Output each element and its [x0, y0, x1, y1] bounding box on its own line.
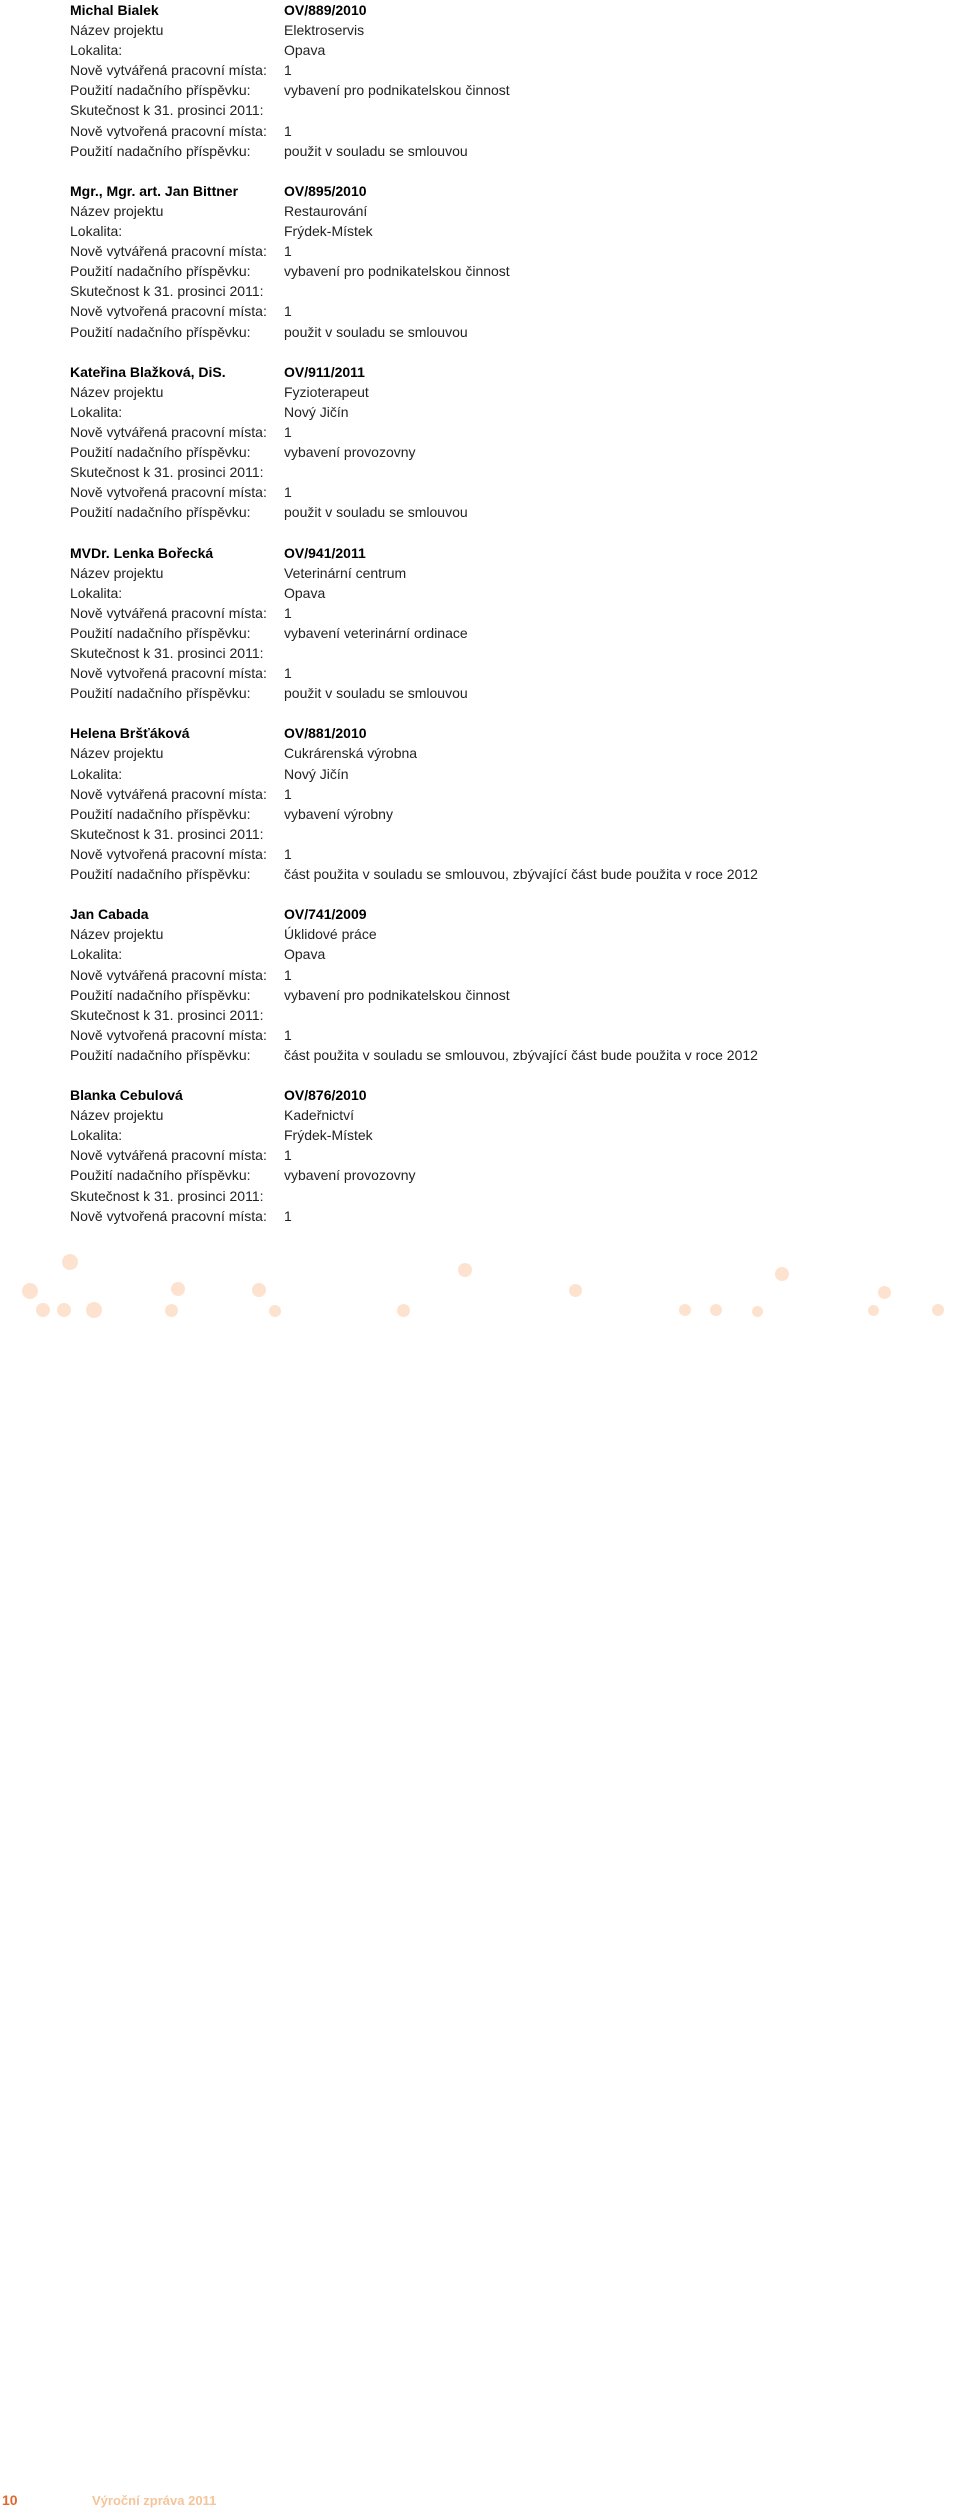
field-value: 1	[284, 122, 292, 139]
field-value: Nový Jičín	[284, 403, 349, 420]
field-label: Lokalita:	[70, 42, 123, 59]
field-label: Použití nadačního příspěvku:	[70, 1046, 251, 1063]
field-row	[70, 844, 950, 864]
applicant-name: Helena Bršťáková	[70, 725, 190, 742]
field-value: část použita v souladu se smlouvou, zbývající část bude použita v roce 2012	[284, 1046, 758, 1063]
project-entry	[70, 1085, 950, 1226]
field-label: Použití nadačního příspěvku:	[70, 805, 251, 822]
project-code: OV/911/2011	[284, 363, 365, 380]
field-row	[70, 663, 950, 683]
project-code: OV/876/2010	[284, 1087, 367, 1104]
field-row	[70, 603, 950, 623]
field-row	[70, 141, 950, 161]
field-row	[70, 1045, 950, 1065]
decorative-dot	[679, 1304, 691, 1316]
field-value: Frýdek-Místek	[284, 223, 373, 240]
entry-header	[70, 904, 950, 924]
field-row	[70, 301, 950, 321]
field-row	[70, 824, 950, 844]
entry-header	[70, 362, 950, 382]
field-row	[70, 1145, 950, 1165]
project-code: OV/741/2009	[284, 906, 367, 923]
field-value: vybavení provozovny	[284, 1167, 416, 1184]
field-label: Název projektu	[70, 22, 164, 39]
field-label: Skutečnost k 31. prosinci 2011:	[70, 645, 264, 661]
field-row	[70, 221, 950, 241]
decorative-dot	[171, 1282, 185, 1296]
decorative-dot	[252, 1283, 266, 1297]
field-value: 1	[284, 785, 292, 802]
field-row	[70, 1125, 950, 1145]
field-label: Skutečnost k 31. prosinci 2011:	[70, 464, 264, 481]
field-label: Nově vytvářená pracovní místa:	[70, 243, 267, 260]
field-label: Skutečnost k 31. prosinci 2011:	[70, 1187, 264, 1204]
field-label: Použití nadačního příspěvku:	[70, 82, 251, 99]
decorative-dot	[57, 1303, 71, 1317]
entry-header	[70, 543, 950, 563]
field-row	[70, 482, 950, 502]
project-entry	[70, 0, 950, 161]
field-label: Název projektu	[70, 202, 164, 219]
field-value: vybavení provozovny	[284, 444, 416, 461]
field-row	[70, 60, 950, 80]
field-label: Nově vytvářená pracovní místa:	[70, 785, 267, 802]
decorative-dot	[397, 1304, 410, 1317]
field-value: 1	[284, 1147, 292, 1164]
field-label: Použití nadačního příspěvku:	[70, 444, 251, 461]
entry-header	[70, 181, 950, 201]
field-row	[70, 20, 950, 40]
field-label: Nově vytvořená pracovní místa:	[70, 845, 267, 862]
field-label: Nově vytvořená pracovní místa:	[70, 122, 267, 139]
field-row	[70, 402, 950, 422]
field-row	[70, 502, 950, 522]
decorative-dot	[878, 1286, 891, 1299]
field-label: Lokalita:	[70, 1127, 123, 1144]
field-value: Opava	[284, 42, 326, 59]
project-entry	[70, 723, 950, 884]
decorative-dot	[868, 1305, 879, 1316]
field-row	[70, 1186, 950, 1206]
project-code: OV/941/2011	[284, 544, 366, 561]
entry-header	[70, 723, 950, 743]
field-value: 1	[284, 62, 292, 79]
field-label: Nově vytvořená pracovní místa:	[70, 303, 267, 320]
project-entry	[70, 181, 950, 342]
project-entry	[70, 543, 950, 704]
field-row	[70, 743, 950, 763]
field-label: Použití nadačního příspěvku:	[70, 685, 251, 702]
field-value: použit v souladu se smlouvou	[284, 685, 468, 702]
field-row	[70, 1165, 950, 1185]
field-label: Nově vytvořená pracovní místa:	[70, 665, 267, 682]
field-label: Nově vytvořená pracovní místa:	[70, 1026, 267, 1043]
field-row	[70, 422, 950, 442]
field-row	[70, 1005, 950, 1025]
field-label: Použití nadačního příspěvku:	[70, 866, 251, 883]
project-entry	[70, 362, 950, 523]
field-label: Nově vytvářená pracovní místa:	[70, 604, 267, 621]
field-value: Opava	[284, 946, 326, 963]
field-value: 1	[284, 966, 292, 983]
field-value: Restaurování	[284, 202, 368, 219]
field-label: Nově vytvářená pracovní místa:	[70, 1147, 267, 1164]
field-value: Úklidové práce	[284, 926, 377, 943]
field-label: Skutečnost k 31. prosinci 2011:	[70, 825, 264, 842]
field-row	[70, 965, 950, 985]
field-label: Nově vytvářená pracovní místa:	[70, 966, 267, 983]
field-row	[70, 442, 950, 462]
decorative-dot	[458, 1263, 472, 1277]
field-value: vybavení výrobny	[284, 805, 393, 822]
applicant-name: Michal Bialek	[70, 2, 159, 18]
field-row	[70, 804, 950, 824]
decorative-dot	[775, 1267, 789, 1281]
field-row	[70, 462, 950, 482]
field-value: Veterinární centrum	[284, 564, 407, 581]
decorative-dot	[752, 1306, 763, 1317]
decorative-dot	[269, 1305, 281, 1317]
field-label: Název projektu	[70, 383, 164, 400]
field-label: Lokalita:	[70, 403, 123, 420]
entry-header	[70, 1085, 950, 1105]
report-title: Výroční zpráva 2011	[92, 2493, 217, 2508]
field-label: Použití nadačního příspěvku:	[70, 986, 251, 1003]
field-label: Název projektu	[70, 1107, 164, 1124]
field-row	[70, 100, 950, 120]
field-value: Opava	[284, 584, 326, 601]
field-value: 1	[284, 1026, 292, 1043]
field-row	[70, 40, 950, 60]
field-label: Nově vytvářená pracovní místa:	[70, 62, 267, 79]
field-row	[70, 623, 950, 643]
field-label: Lokalita:	[70, 946, 123, 963]
field-value: 1	[284, 423, 292, 440]
field-row	[70, 764, 950, 784]
field-label: Nově vytvářená pracovní místa:	[70, 423, 267, 440]
project-code: OV/889/2010	[284, 2, 367, 18]
decorative-dot	[86, 1302, 102, 1318]
field-row	[70, 1206, 950, 1226]
decorative-dot	[710, 1304, 722, 1316]
field-row	[70, 643, 950, 663]
field-label: Použití nadačního příspěvku:	[70, 1167, 251, 1184]
field-value: vybavení pro podnikatelskou činnost	[284, 263, 510, 280]
field-label: Název projektu	[70, 926, 164, 943]
field-row	[70, 924, 950, 944]
applicant-name: Kateřina Blažková, DiS.	[70, 363, 226, 380]
document-body	[70, 0, 950, 1246]
field-label: Název projektu	[70, 564, 164, 581]
field-label: Nově vytvořená pracovní místa:	[70, 1207, 267, 1224]
field-label: Použití nadačního příspěvku:	[70, 142, 251, 159]
field-value: 1	[284, 243, 292, 260]
applicant-name: Mgr., Mgr. art. Jan Bittner	[70, 182, 239, 199]
field-value: 1	[284, 604, 292, 621]
applicant-name: Blanka Cebulová	[70, 1087, 183, 1104]
field-label: Lokalita:	[70, 584, 123, 601]
field-value: 1	[284, 484, 292, 501]
field-value: Kadeřnictví	[284, 1107, 355, 1124]
field-value: Elektroservis	[284, 22, 365, 39]
field-label: Použití nadačního příspěvku:	[70, 323, 251, 340]
field-label: Lokalita:	[70, 765, 123, 782]
field-value: vybavení veterinární ordinace	[284, 624, 468, 641]
field-label: Použití nadačního příspěvku:	[70, 624, 251, 641]
field-value: 1	[284, 303, 292, 320]
field-label: Použití nadačního příspěvku:	[70, 504, 251, 521]
field-value: použit v souladu se smlouvou	[284, 504, 468, 521]
page-footer	[0, 1240, 960, 2508]
applicant-name: MVDr. Lenka Bořecká	[70, 544, 214, 561]
applicant-name: Jan Cabada	[70, 906, 149, 923]
project-code: OV/881/2010	[284, 725, 367, 742]
decorative-dot	[569, 1284, 582, 1297]
field-value: 1	[284, 1207, 292, 1224]
field-value: Frýdek-Místek	[284, 1127, 373, 1144]
field-value: vybavení pro podnikatelskou činnost	[284, 986, 510, 1003]
field-value: použit v souladu se smlouvou	[284, 323, 468, 340]
field-row	[70, 241, 950, 261]
field-row	[70, 985, 950, 1005]
field-row	[70, 944, 950, 964]
project-code: OV/895/2010	[284, 182, 367, 199]
field-row	[70, 583, 950, 603]
field-row	[70, 121, 950, 141]
field-value: Cukrárenská výrobna	[284, 745, 418, 762]
field-label: Název projektu	[70, 745, 164, 762]
decorative-dot	[165, 1304, 178, 1317]
project-entry	[70, 904, 950, 1065]
field-label: Skutečnost k 31. prosinci 2011:	[70, 283, 264, 300]
field-label: Nově vytvořená pracovní místa:	[70, 484, 267, 501]
field-row	[70, 281, 950, 301]
field-value: část použita v souladu se smlouvou, zbývající část bude použita v roce 2012	[284, 866, 758, 883]
field-row	[70, 261, 950, 281]
field-row	[70, 784, 950, 804]
field-label: Skutečnost k 31. prosinci 2011:	[70, 102, 264, 119]
field-value: 1	[284, 845, 292, 862]
field-row	[70, 80, 950, 100]
field-value: použit v souladu se smlouvou	[284, 142, 468, 159]
field-row	[70, 1025, 950, 1045]
field-row	[70, 1105, 950, 1125]
field-value: Fyzioterapeut	[284, 383, 369, 400]
field-row	[70, 563, 950, 583]
decorative-dot	[22, 1283, 38, 1299]
field-row	[70, 864, 950, 884]
field-row	[70, 201, 950, 221]
field-value: 1	[284, 665, 292, 682]
field-label: Použití nadačního příspěvku:	[70, 263, 251, 280]
decorative-dot	[36, 1303, 50, 1317]
field-label: Lokalita:	[70, 223, 123, 240]
field-row	[70, 382, 950, 402]
decorative-dot	[62, 1254, 78, 1270]
field-value: vybavení pro podnikatelskou činnost	[284, 82, 510, 99]
page-number: 10	[2, 2492, 18, 2508]
decorative-dot	[932, 1304, 944, 1316]
field-row	[70, 683, 950, 703]
field-label: Skutečnost k 31. prosinci 2011:	[70, 1006, 264, 1023]
entry-header	[70, 0, 950, 20]
field-row	[70, 322, 950, 342]
field-value: Nový Jičín	[284, 765, 349, 782]
